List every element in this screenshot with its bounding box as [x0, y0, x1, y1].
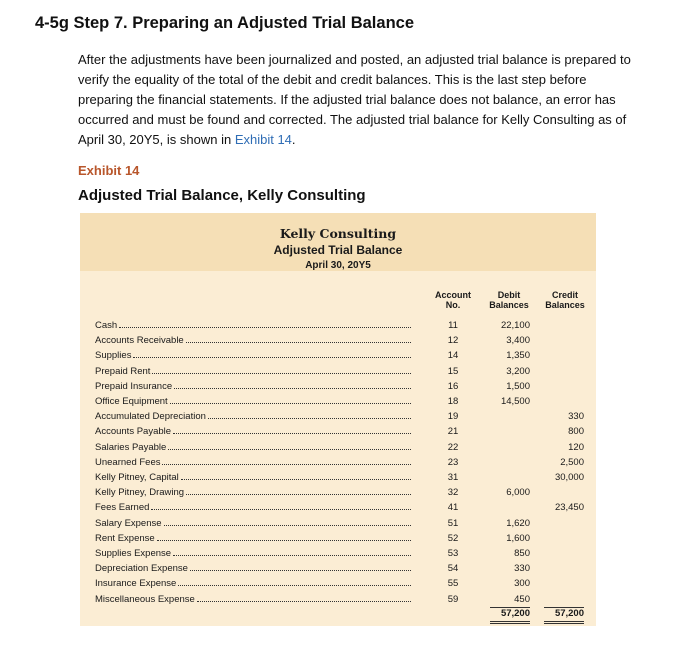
account-number: 31	[447, 472, 459, 483]
account-name-label: Unearned Fees	[95, 456, 161, 468]
company-name: Kelly Consulting	[279, 226, 397, 241]
account-row	[80, 457, 596, 472]
intro-paragraph	[78, 50, 638, 150]
leader-dots	[181, 479, 411, 480]
account-name-label: Supplies Expense	[95, 548, 172, 559]
debit-balance: 1,500	[506, 380, 530, 392]
account-number: 15	[447, 365, 459, 377]
account-number: 11	[448, 320, 458, 331]
account-name	[95, 563, 413, 574]
credit-header-line1: Credit	[551, 290, 578, 300]
account-name	[95, 548, 413, 559]
leader-dots	[157, 540, 411, 541]
account-name	[95, 487, 413, 498]
account-name-label: Prepaid Rent	[95, 365, 151, 377]
account-row	[80, 548, 596, 563]
account-row	[80, 396, 596, 411]
leader-dots	[151, 509, 411, 510]
leader-dots	[186, 494, 411, 495]
account-row	[80, 563, 596, 578]
debit-balance: 1,620	[506, 517, 530, 529]
account-number: 16	[447, 380, 459, 392]
leader-dots	[173, 433, 411, 434]
leader-dots	[164, 525, 411, 526]
account-number: 51	[447, 517, 459, 529]
account-number: 18	[447, 396, 459, 407]
account-name	[95, 457, 413, 468]
credit-balance: 2,500	[560, 456, 584, 468]
intro-end: .	[291, 132, 296, 147]
leader-dots	[119, 327, 411, 328]
account-name	[95, 381, 413, 392]
debit-balance: 3,200	[506, 365, 530, 377]
statement-header	[80, 213, 596, 271]
account-number: 54	[447, 563, 459, 575]
debit-balance: 3,400	[506, 335, 530, 347]
credit-header-line2: Balances	[545, 300, 585, 310]
account-name-label: Fees Earned	[95, 502, 150, 514]
debit-header	[484, 290, 534, 310]
leader-dots	[208, 418, 411, 419]
account-row	[80, 366, 596, 381]
account-name	[95, 518, 413, 529]
account-row	[80, 487, 596, 502]
leader-dots	[162, 464, 411, 465]
report-name: Adjusted Trial Balance	[273, 243, 403, 257]
leader-dots	[190, 570, 411, 571]
leader-dots	[168, 449, 411, 450]
account-number: 21	[447, 426, 459, 438]
account-name-label: Supplies	[95, 350, 132, 362]
account-row	[80, 502, 596, 517]
credit-balance: 800	[568, 426, 584, 438]
credit-balance: 23,450	[554, 502, 584, 514]
account-row	[80, 350, 596, 365]
account-name-label: Depreciation Expense	[95, 563, 188, 575]
account-row	[80, 442, 596, 457]
account-name	[95, 335, 413, 346]
account-row	[80, 335, 596, 350]
account-row	[80, 578, 596, 593]
account-name	[95, 350, 413, 361]
account-number: 59	[447, 593, 459, 605]
credit-header	[538, 290, 592, 310]
debit-header-line1: Debit	[497, 290, 521, 300]
credit-balance: 30,000	[554, 472, 584, 483]
debit-balance: 850	[514, 548, 530, 559]
account-name-label: Accumulated Depreciation	[95, 411, 206, 423]
exhibit-title: Adjusted Trial Balance, Kelly Consulting	[78, 187, 366, 204]
leader-dots	[178, 585, 411, 586]
intro-text: After the adjustments have been journalized and posted, an adjusted trial balance is prepared to verify the equality of the total of the debit and credit balances. This is the last step before preparing the financial statements. If the adjusted trial balance does not balance, an error has occurred and must be found and corrected. The adjusted trial balance for Kelly Consulting as of April 30, 20Y5, is shown in	[78, 52, 631, 147]
account-name-label: Kelly Pitney, Capital	[95, 472, 179, 483]
account-number: 23	[447, 456, 459, 468]
credit-balance: 120	[568, 441, 584, 453]
account-no-header	[428, 290, 478, 310]
leader-dots	[197, 601, 411, 602]
exhibit-label: Exhibit 14	[78, 163, 140, 178]
account-row	[80, 472, 596, 487]
account-name	[95, 502, 413, 513]
account-name-label: Accounts Receivable	[95, 335, 184, 347]
debit-balance: 330	[514, 563, 530, 575]
account-name	[95, 320, 413, 331]
account-row	[80, 411, 596, 426]
section-title: 4-5g Step 7. Preparing an Adjusted Trial Balance	[35, 14, 415, 32]
account-row	[80, 381, 596, 396]
credit-total: 57,200	[544, 607, 584, 624]
debit-header-line2: Balances	[489, 300, 529, 310]
account-number: 41	[447, 502, 459, 514]
account-number: 19	[447, 411, 459, 423]
account-row	[80, 426, 596, 441]
trial-balance-panel	[80, 213, 596, 626]
debit-balance: 1,600	[506, 532, 530, 544]
leader-dots	[152, 373, 411, 374]
account-name	[95, 578, 413, 589]
account-number: 32	[447, 487, 459, 499]
debit-balance: 14,500	[500, 396, 530, 407]
account-name	[95, 594, 413, 605]
report-date: April 30, 20Y5	[305, 260, 371, 271]
account-row	[80, 320, 596, 335]
exhibit-link[interactable]: Exhibit 14	[234, 132, 292, 147]
account-header-line1: Account	[435, 290, 471, 300]
account-name	[95, 472, 413, 483]
credit-balance: 330	[568, 411, 584, 423]
account-header-line2: No.	[445, 300, 461, 310]
account-number: 14	[447, 350, 459, 362]
account-name-label: Rent Expense	[95, 532, 155, 544]
debit-total: 57,200	[490, 607, 530, 624]
debit-balance: 6,000	[506, 487, 530, 499]
leader-dots	[173, 555, 411, 556]
account-number: 12	[447, 335, 459, 347]
debit-balance: 1,350	[506, 350, 530, 362]
debit-balance: 22,100	[500, 320, 530, 331]
account-row	[80, 518, 596, 533]
account-name-label: Salary Expense	[95, 517, 162, 529]
account-name-label: Accounts Payable	[95, 426, 172, 438]
account-name-label: Salaries Payable	[95, 441, 167, 453]
account-name	[95, 533, 413, 544]
account-name-label: Office Equipment	[95, 396, 168, 407]
debit-balance: 450	[514, 593, 530, 605]
account-number: 22	[447, 441, 459, 453]
leader-dots	[186, 342, 411, 343]
account-name	[95, 442, 413, 453]
account-name	[95, 411, 413, 422]
debit-balance: 300	[514, 578, 530, 590]
account-number: 53	[447, 548, 459, 559]
leader-dots	[174, 388, 411, 389]
account-name-label: Insurance Expense	[95, 578, 177, 590]
account-number: 55	[447, 578, 459, 590]
account-name	[95, 366, 413, 377]
leader-dots	[133, 357, 411, 358]
account-name-label: Miscellaneous Expense	[95, 593, 195, 605]
account-name	[95, 396, 413, 407]
account-number: 52	[447, 532, 459, 544]
leader-dots	[170, 403, 411, 404]
account-name-label: Kelly Pitney, Drawing	[95, 487, 185, 499]
account-name-label: Prepaid Insurance	[95, 380, 173, 392]
account-row	[80, 533, 596, 548]
account-name	[95, 426, 413, 437]
account-name-label: Cash	[95, 320, 118, 331]
